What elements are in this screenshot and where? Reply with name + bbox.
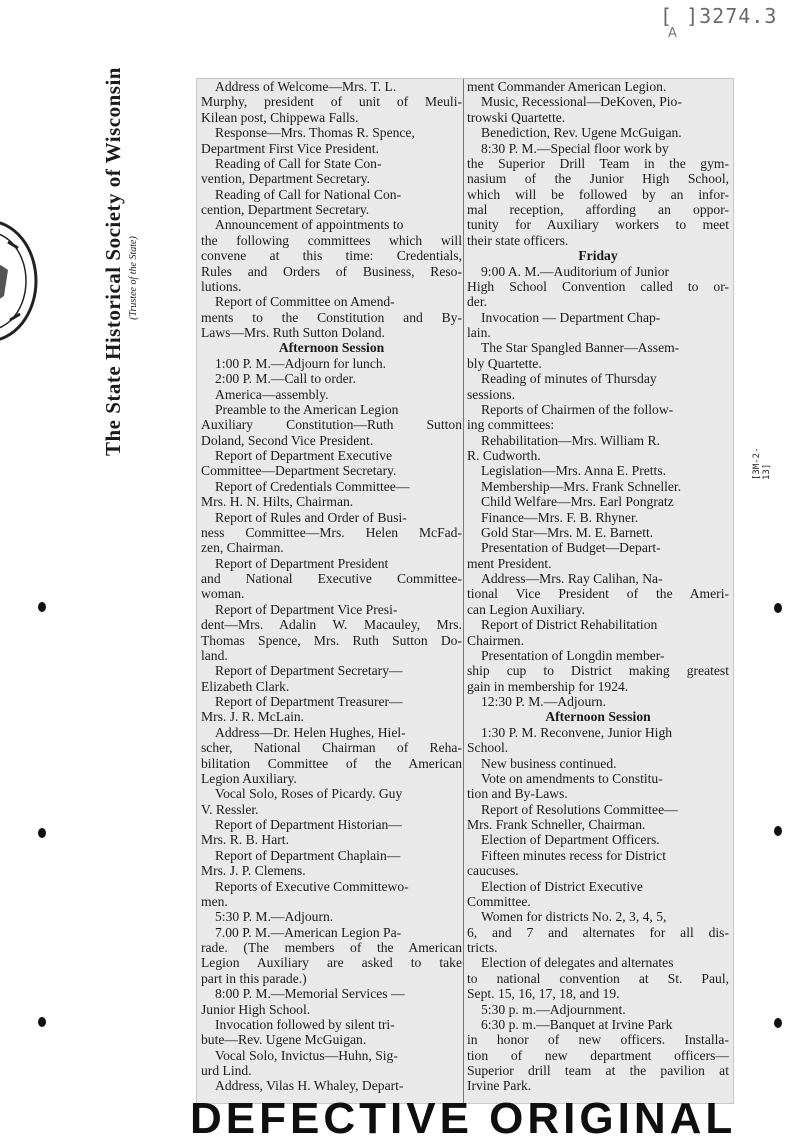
- society-subtitle: (Trustee of the State): [128, 236, 139, 320]
- binder-hole: [38, 1017, 46, 1027]
- text-line: Announcement of appointments to: [215, 217, 404, 233]
- text-line: lain.: [467, 325, 491, 340]
- binder-hole: [38, 828, 46, 838]
- text-line: ment Commander American Legion.: [467, 79, 667, 94]
- text-line: der.: [467, 294, 488, 310]
- text-line: Preamble to the American Legion: [215, 401, 399, 417]
- text-line: tion of new department officers—: [467, 1047, 729, 1063]
- text-line: Laws—Mrs. Ruth Sutton Doland.: [201, 325, 385, 340]
- text-line: Fifteen minutes recess for District: [481, 847, 666, 863]
- clipping-left-column: [201, 79, 462, 1094]
- text-line: Mrs. J. R. McLain.: [201, 709, 305, 725]
- text-line: Presentation of Longdin member-: [481, 647, 665, 663]
- text-line: caucuses.: [467, 863, 519, 879]
- text-line: Benediction, Rev. Ugene McGuigan.: [481, 125, 682, 141]
- text-line: Chairmen.: [467, 632, 525, 648]
- text-line: Invocation — Department Chap-: [481, 309, 661, 325]
- text-line: Membership—Mrs. Frank Schneller.: [481, 478, 682, 494]
- text-line: ments to the Constitution and By-: [201, 309, 462, 325]
- text-line: V. Ressler.: [201, 801, 259, 817]
- text-line: Invocation followed by silent tri-: [215, 1016, 395, 1032]
- text-line: Mrs. Frank Schneller, Chairman.: [467, 817, 646, 832]
- text-line: tion and By-Laws.: [467, 786, 568, 802]
- text-line: woman.: [201, 586, 245, 602]
- binder-hole: [774, 603, 782, 613]
- text-line: 2:00 P. M.—Call to order.: [215, 371, 356, 387]
- text-line: Thomas Spence, Mrs. Ruth Sutton Do-: [201, 632, 462, 648]
- text-line: Rehabilitation—Mrs. William R.: [481, 432, 660, 448]
- text-line: Report of Department Historian—: [215, 817, 402, 832]
- text-line: Department First Vice President.: [201, 140, 379, 156]
- text-line: Finance—Mrs. F. B. Rhyner.: [481, 509, 639, 525]
- defective-original-banner: DEFECTIVE ORIGINAL: [190, 1097, 737, 1137]
- text-line: Report of Rules and Order of Busi-: [215, 509, 407, 525]
- text-line: nasium of the Junior High School,: [467, 171, 729, 187]
- text-line: urd Lind.: [201, 1063, 252, 1078]
- text-line: Election of Department Officers.: [481, 832, 660, 848]
- text-line: convene at this time: Credentials,: [201, 248, 462, 264]
- section-heading: Afternoon Session: [278, 340, 385, 356]
- text-line: Reading of minutes of Thursday: [481, 371, 657, 387]
- text-line: 6, and 7 and alternates for all dis-: [467, 924, 729, 940]
- text-line: 5:30 P. M.—Adjourn.: [215, 909, 334, 925]
- text-line: bute—Rev. Ugene McGuigan.: [201, 1032, 367, 1048]
- text-line: tional Vice President of the Ameri-: [467, 586, 729, 602]
- text-line: 8:00 P. M.—Memorial Services —: [215, 986, 405, 1002]
- text-line: Doland, Second Vice President.: [201, 432, 374, 448]
- text-line: in honor of new officers. Installa-: [467, 1032, 729, 1048]
- text-line: New business continued.: [481, 755, 617, 771]
- text-line: Music, Recessional—DeKoven, Pio-: [481, 94, 682, 110]
- text-line: Women for districts No. 2, 3, 4, 5,: [481, 909, 667, 925]
- text-line: Presentation of Budget—Depart-: [481, 540, 661, 556]
- text-line: vention, Department Secretary.: [201, 171, 370, 187]
- text-line: Address—Dr. Helen Hughes, Hiel-: [215, 724, 406, 740]
- society-title-block: [101, 67, 161, 456]
- text-line: High School Convention called to or-: [467, 278, 729, 294]
- text-line: Legion Auxiliary are asked to take: [201, 955, 462, 971]
- text-line: Irvine Park.: [467, 1078, 532, 1094]
- text-line: America—assembly.: [215, 386, 329, 402]
- text-line: The Star Spangled Banner—Assem-: [481, 340, 680, 356]
- text-line: Rules and Orders of Business, Reso-: [201, 263, 462, 279]
- text-line: Report of Credentials Committee—: [215, 478, 410, 494]
- text-line: part in this parade.): [201, 970, 307, 986]
- text-line: sessions.: [467, 386, 515, 402]
- text-line: Legislation—Mrs. Anna E. Pretts.: [481, 463, 667, 479]
- column-divider: [463, 79, 464, 1103]
- text-line: Superior drill team at the pavilion at: [467, 1063, 729, 1078]
- text-line: which will be followed by an infor-: [467, 186, 729, 202]
- text-line: ment President.: [467, 555, 552, 571]
- text-line: Address of Welcome—Mrs. T. L.: [215, 79, 397, 94]
- text-line: tunity for Auxiliary workers to meet: [467, 217, 729, 233]
- text-line: Election of District Executive: [481, 878, 643, 894]
- text-line: cention, Department Secretary.: [201, 202, 370, 217]
- text-line: Mrs. H. N. Hilts, Chairman.: [201, 494, 354, 510]
- text-line: the following committees which will: [201, 232, 462, 248]
- text-line: 1:30 P. M. Reconvene, Junior High: [481, 724, 673, 740]
- text-line: Report of Committee on Amend-: [215, 294, 395, 310]
- text-line: Gold Star—Mrs. M. E. Barnett.: [481, 524, 654, 540]
- text-line: ship cup to District making greatest: [467, 663, 729, 679]
- text-line: the Superior Drill Team in the gym-: [467, 155, 729, 171]
- binder-hole: [38, 602, 46, 612]
- text-line: rade. (The members of the American: [201, 940, 462, 955]
- text-line: scher, National Chairman of Reha-: [201, 740, 462, 756]
- text-line: Vocal Solo, Roses of Picardy. Guy: [215, 786, 403, 802]
- text-line: dent—Mrs. Adalin W. Macauley, Mrs.: [201, 617, 462, 633]
- text-line: to national convention at St. Paul,: [467, 970, 729, 986]
- section-heading: Afternoon Session: [545, 709, 651, 725]
- text-line: Report of Resolutions Committee—: [481, 801, 678, 817]
- text-line: Report of Department Vice Presi-: [215, 601, 398, 617]
- text-line: their state officers.: [467, 232, 569, 248]
- binder-hole: [774, 1018, 782, 1028]
- text-line: Vote on amendments to Constitu-: [481, 770, 663, 786]
- text-line: Mrs. J. P. Clemens.: [201, 863, 306, 879]
- text-line: Legion Auxiliary.: [201, 770, 297, 786]
- text-line: Reading of Call for State Con-: [215, 155, 382, 171]
- text-line: ing committees:: [467, 417, 555, 433]
- text-line: Report of Department Treasurer—: [215, 694, 403, 709]
- society-seal-icon: [0, 218, 38, 344]
- text-line: mal reception, affording an oppor-: [467, 202, 729, 217]
- side-code: [3M-2-13]: [752, 447, 772, 480]
- text-line: tricts.: [467, 940, 498, 955]
- text-line: bly Quartette.: [467, 355, 542, 371]
- text-line: Committee.: [467, 893, 531, 909]
- text-line: Report of District Rehabilitation: [481, 617, 658, 633]
- reference-mark: [ ]3274.3: [660, 4, 778, 28]
- text-line: Report of Department Secretary—: [215, 663, 403, 679]
- society-title: The State Historical Society of Wisconsin: [101, 67, 125, 456]
- text-line: Kilean post, Chippewa Falls.: [201, 109, 359, 125]
- text-line: Auxiliary Constitution—Ruth Sutton: [201, 417, 462, 433]
- text-line: gain in membership for 1924.: [467, 678, 629, 694]
- text-line: 12:30 P. M.—Adjourn.: [481, 694, 606, 709]
- text-line: trowski Quartette.: [467, 109, 566, 125]
- text-line: men.: [201, 893, 228, 909]
- text-line: land.: [201, 647, 228, 663]
- text-line: 7.00 P. M.—American Legion Pa-: [215, 924, 402, 940]
- text-line: Murphy, president of unit of Meuli-: [201, 94, 462, 110]
- text-line: Reports of Chairmen of the follow-: [481, 401, 674, 417]
- text-line: Reading of Call for National Con-: [215, 186, 402, 202]
- text-line: Elizabeth Clark.: [201, 678, 290, 694]
- text-line: bilitation Committee of the American: [201, 755, 462, 771]
- text-line: Address, Vilas H. Whaley, Depart-: [215, 1078, 404, 1094]
- section-heading: Friday: [578, 248, 618, 264]
- text-line: 9:00 A. M.—Auditorium of Junior: [481, 263, 670, 279]
- clipping-right-column: [467, 79, 729, 1094]
- text-line: Response—Mrs. Thomas R. Spence,: [215, 125, 415, 141]
- text-line: Report of Department Chaplain—: [215, 847, 401, 863]
- binder-hole: [774, 826, 782, 836]
- text-line: lutions.: [201, 278, 242, 294]
- text-line: Child Welfare—Mrs. Earl Pongratz: [481, 494, 674, 510]
- text-line: Committee—Department Secretary.: [201, 463, 397, 479]
- text-line: Report of Department President: [215, 555, 389, 571]
- text-line: Address—Mrs. Ray Calihan, Na-: [481, 571, 663, 586]
- text-line: 5:30 p. m.—Adjournment.: [481, 1001, 626, 1017]
- text-line: Report of Department Executive: [215, 448, 393, 463]
- text-line: Reports of Executive Committewo-: [215, 878, 409, 894]
- text-line: ness Committee—Mrs. Helen McFad-: [201, 524, 462, 540]
- text-line: Junior High School.: [201, 1001, 311, 1017]
- text-line: zen, Chairman.: [201, 540, 284, 556]
- text-line: 1:00 P. M.—Adjourn for lunch.: [215, 355, 387, 371]
- text-line: 8:30 P. M.—Special floor work by: [481, 140, 669, 156]
- text-line: Election of delegates and alternates: [481, 955, 674, 971]
- text-line: School.: [467, 740, 509, 756]
- text-line: Vocal Solo, Invictus—Huhn, Sig-: [215, 1047, 398, 1063]
- text-line: Mrs. R. B. Hart.: [201, 832, 289, 848]
- reference-mark-sub: A: [668, 26, 677, 41]
- text-line: and National Executive Committee-: [201, 571, 462, 586]
- text-line: 6:30 p. m.—Banquet at Irvine Park: [481, 1016, 673, 1032]
- newspaper-clipping: [196, 78, 734, 1104]
- text-line: R. Cudworth.: [467, 448, 541, 463]
- text-line: Sept. 15, 16, 17, 18, and 19.: [467, 986, 620, 1002]
- text-line: can Legion Auxiliary.: [467, 601, 586, 617]
